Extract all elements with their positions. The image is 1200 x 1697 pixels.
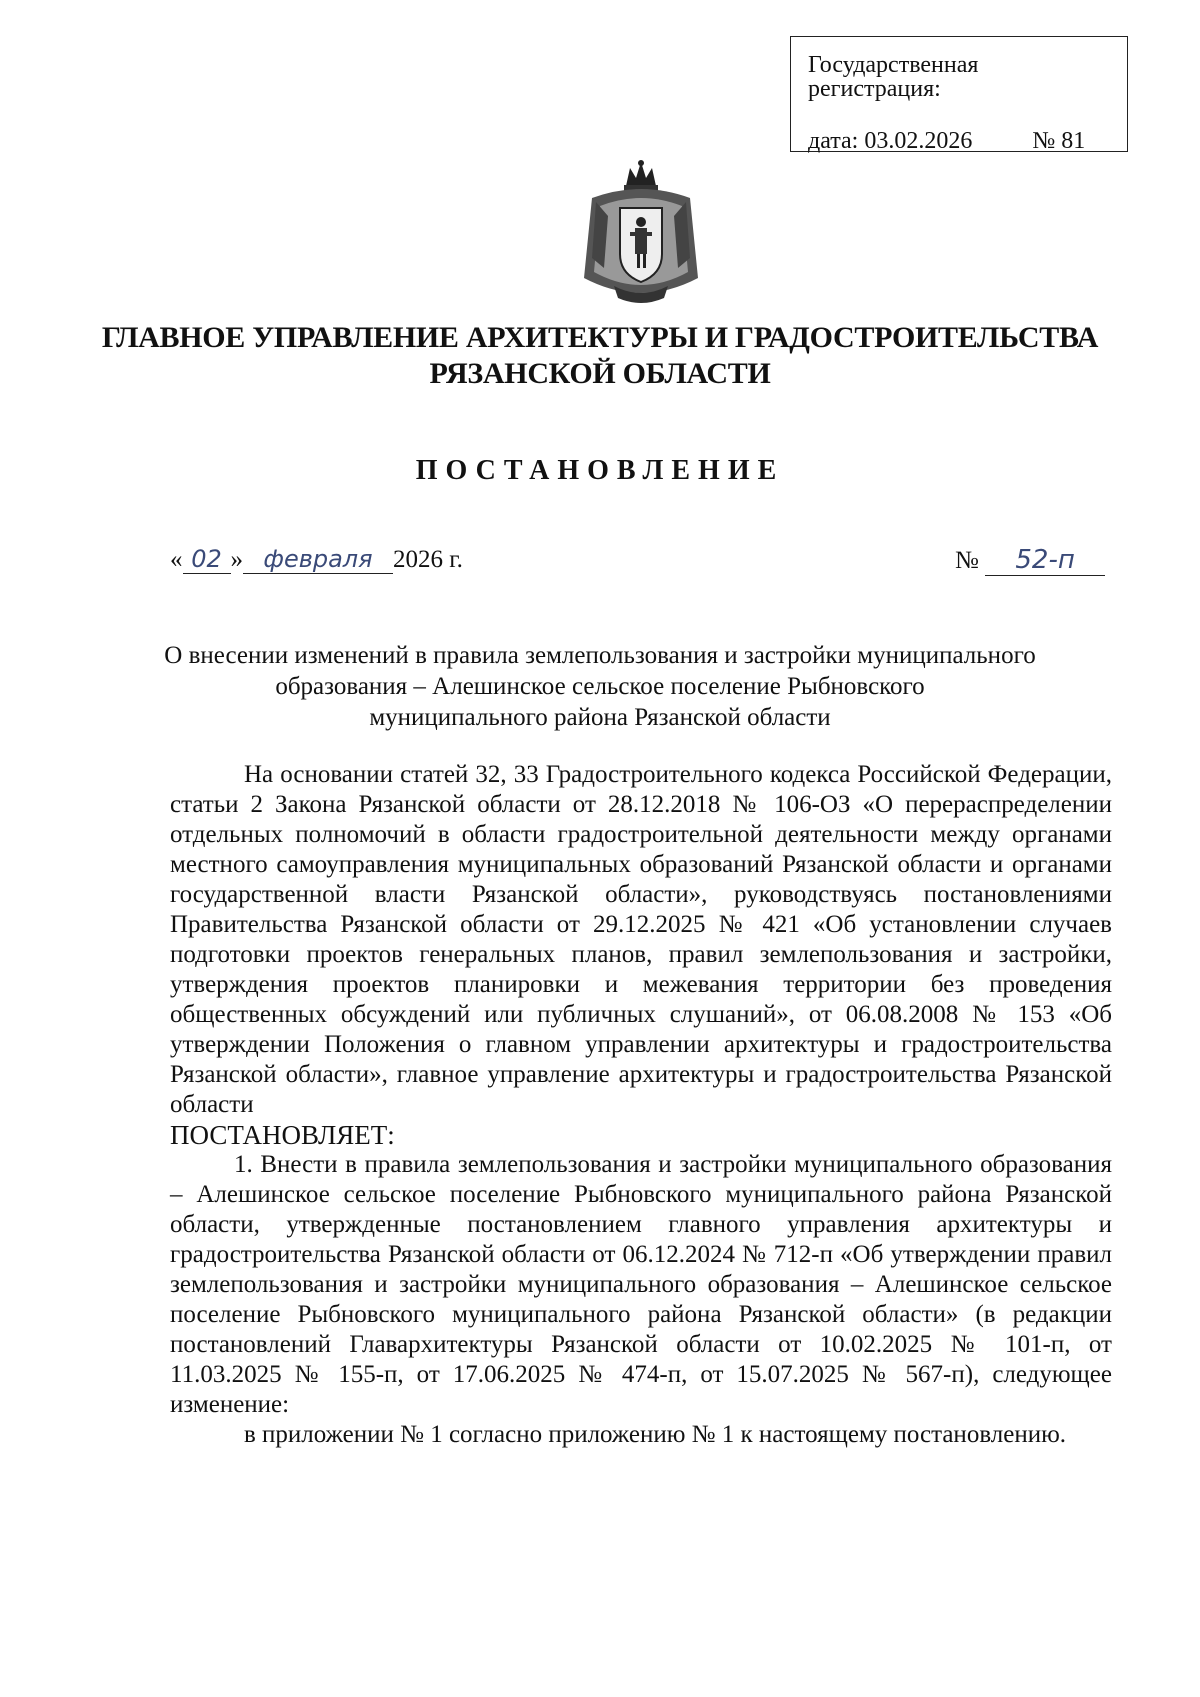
registration-date-label: дата: (808, 128, 859, 154)
registration-title: Государственная регистрация: (808, 52, 979, 102)
organization-title (0, 320, 1200, 392)
organization-title-line: РЯЗАНСКОЙ ОБЛАСТИ (429, 357, 771, 390)
registration-details (808, 129, 1115, 153)
handwritten-number: 52-п (985, 545, 1105, 576)
subject-line: О внесении изменений в правила землепользования и застройки муниципального (164, 642, 1036, 669)
organization-title-line: ГЛАВНОЕ УПРАВЛЕНИЕ АРХИТЕКТУРЫ И ГРАДОСТРОИТЕЛЬСТВА (101, 321, 1099, 354)
preamble-paragraph: На основании статей 32, 33 Градостроительного кодекса Российской Федерации, статьи 2 Закона Рязанской области от 28.12.2018 № 106-ОЗ «О перераспределении отдельных полномочий в области градостроительной деятельности между органами местного самоуправления муниципальных образований Рязанской области и органами государственной власти Рязанской области», руководствуясь постановлениями Правительства Рязанской области от 29.12.2025 № 421 «Об установлении случаев подготовки проектов генеральных планов, правил землепользования и застройки, утверждения проектов планировки и межевания территории без проведения общественных обсуждений или публичных слушаний», от 06.08.2008 № 153 «Об утверждении Положения о главном управлении архитектуры и градостроительства Рязанской области», главное управление архитектуры и градостроительства Рязанской области (170, 761, 1112, 1118)
registration-stamp (790, 36, 1128, 152)
issue-number (955, 545, 1105, 576)
number-label: № (955, 547, 979, 574)
quote-open: « (170, 546, 183, 573)
handwritten-month: февраля (243, 545, 393, 574)
registration-date: 03.02.2026 (864, 128, 973, 154)
document-subject (150, 640, 1050, 733)
subject-line: образования – Алешинское сельское поселение Рыбновского (275, 673, 925, 700)
clause-1-paragraph: 1. Внести в правила землепользования и застройки муниципального образования – Алешинское сельское поселение Рыбновского муниципального района Рязанской области, утвержденные постановлением главного управления архитектуры и градостроительства Рязанской области от 06.12.2024 № 712-п «Об утверждении правил землепользования и застройки муниципального образования – Алешинское сельское поселение Рыбновского муниципального района Рязанской области» (в редакции постановлений Главархитектуры Рязанской области от 10.02.2025 № 101-п, от 11.03.2025 № 155-п, от 17.06.2025 № 474-п, от 15.07.2025 № 567-п), следующее изменение: (170, 1151, 1112, 1418)
issue-year: 2026 г. (393, 546, 463, 573)
coat-of-arms-icon (574, 158, 708, 308)
subject-line: муниципального района Рязанской области (369, 704, 831, 731)
document-type: ПОСТАНОВЛЕНИЕ (415, 455, 785, 486)
handwritten-day: 02 (183, 545, 231, 574)
document-body (170, 760, 1112, 1450)
quote-close: » (230, 546, 243, 573)
registration-number: № 81 (1032, 128, 1086, 154)
resolves-heading: ПОСТАНОВЛЯЕТ: (170, 1120, 395, 1150)
issue-date (170, 545, 463, 574)
clause-1-detail: в приложении № 1 согласно приложению № 1 к настоящему постановлению. (244, 1421, 1067, 1448)
